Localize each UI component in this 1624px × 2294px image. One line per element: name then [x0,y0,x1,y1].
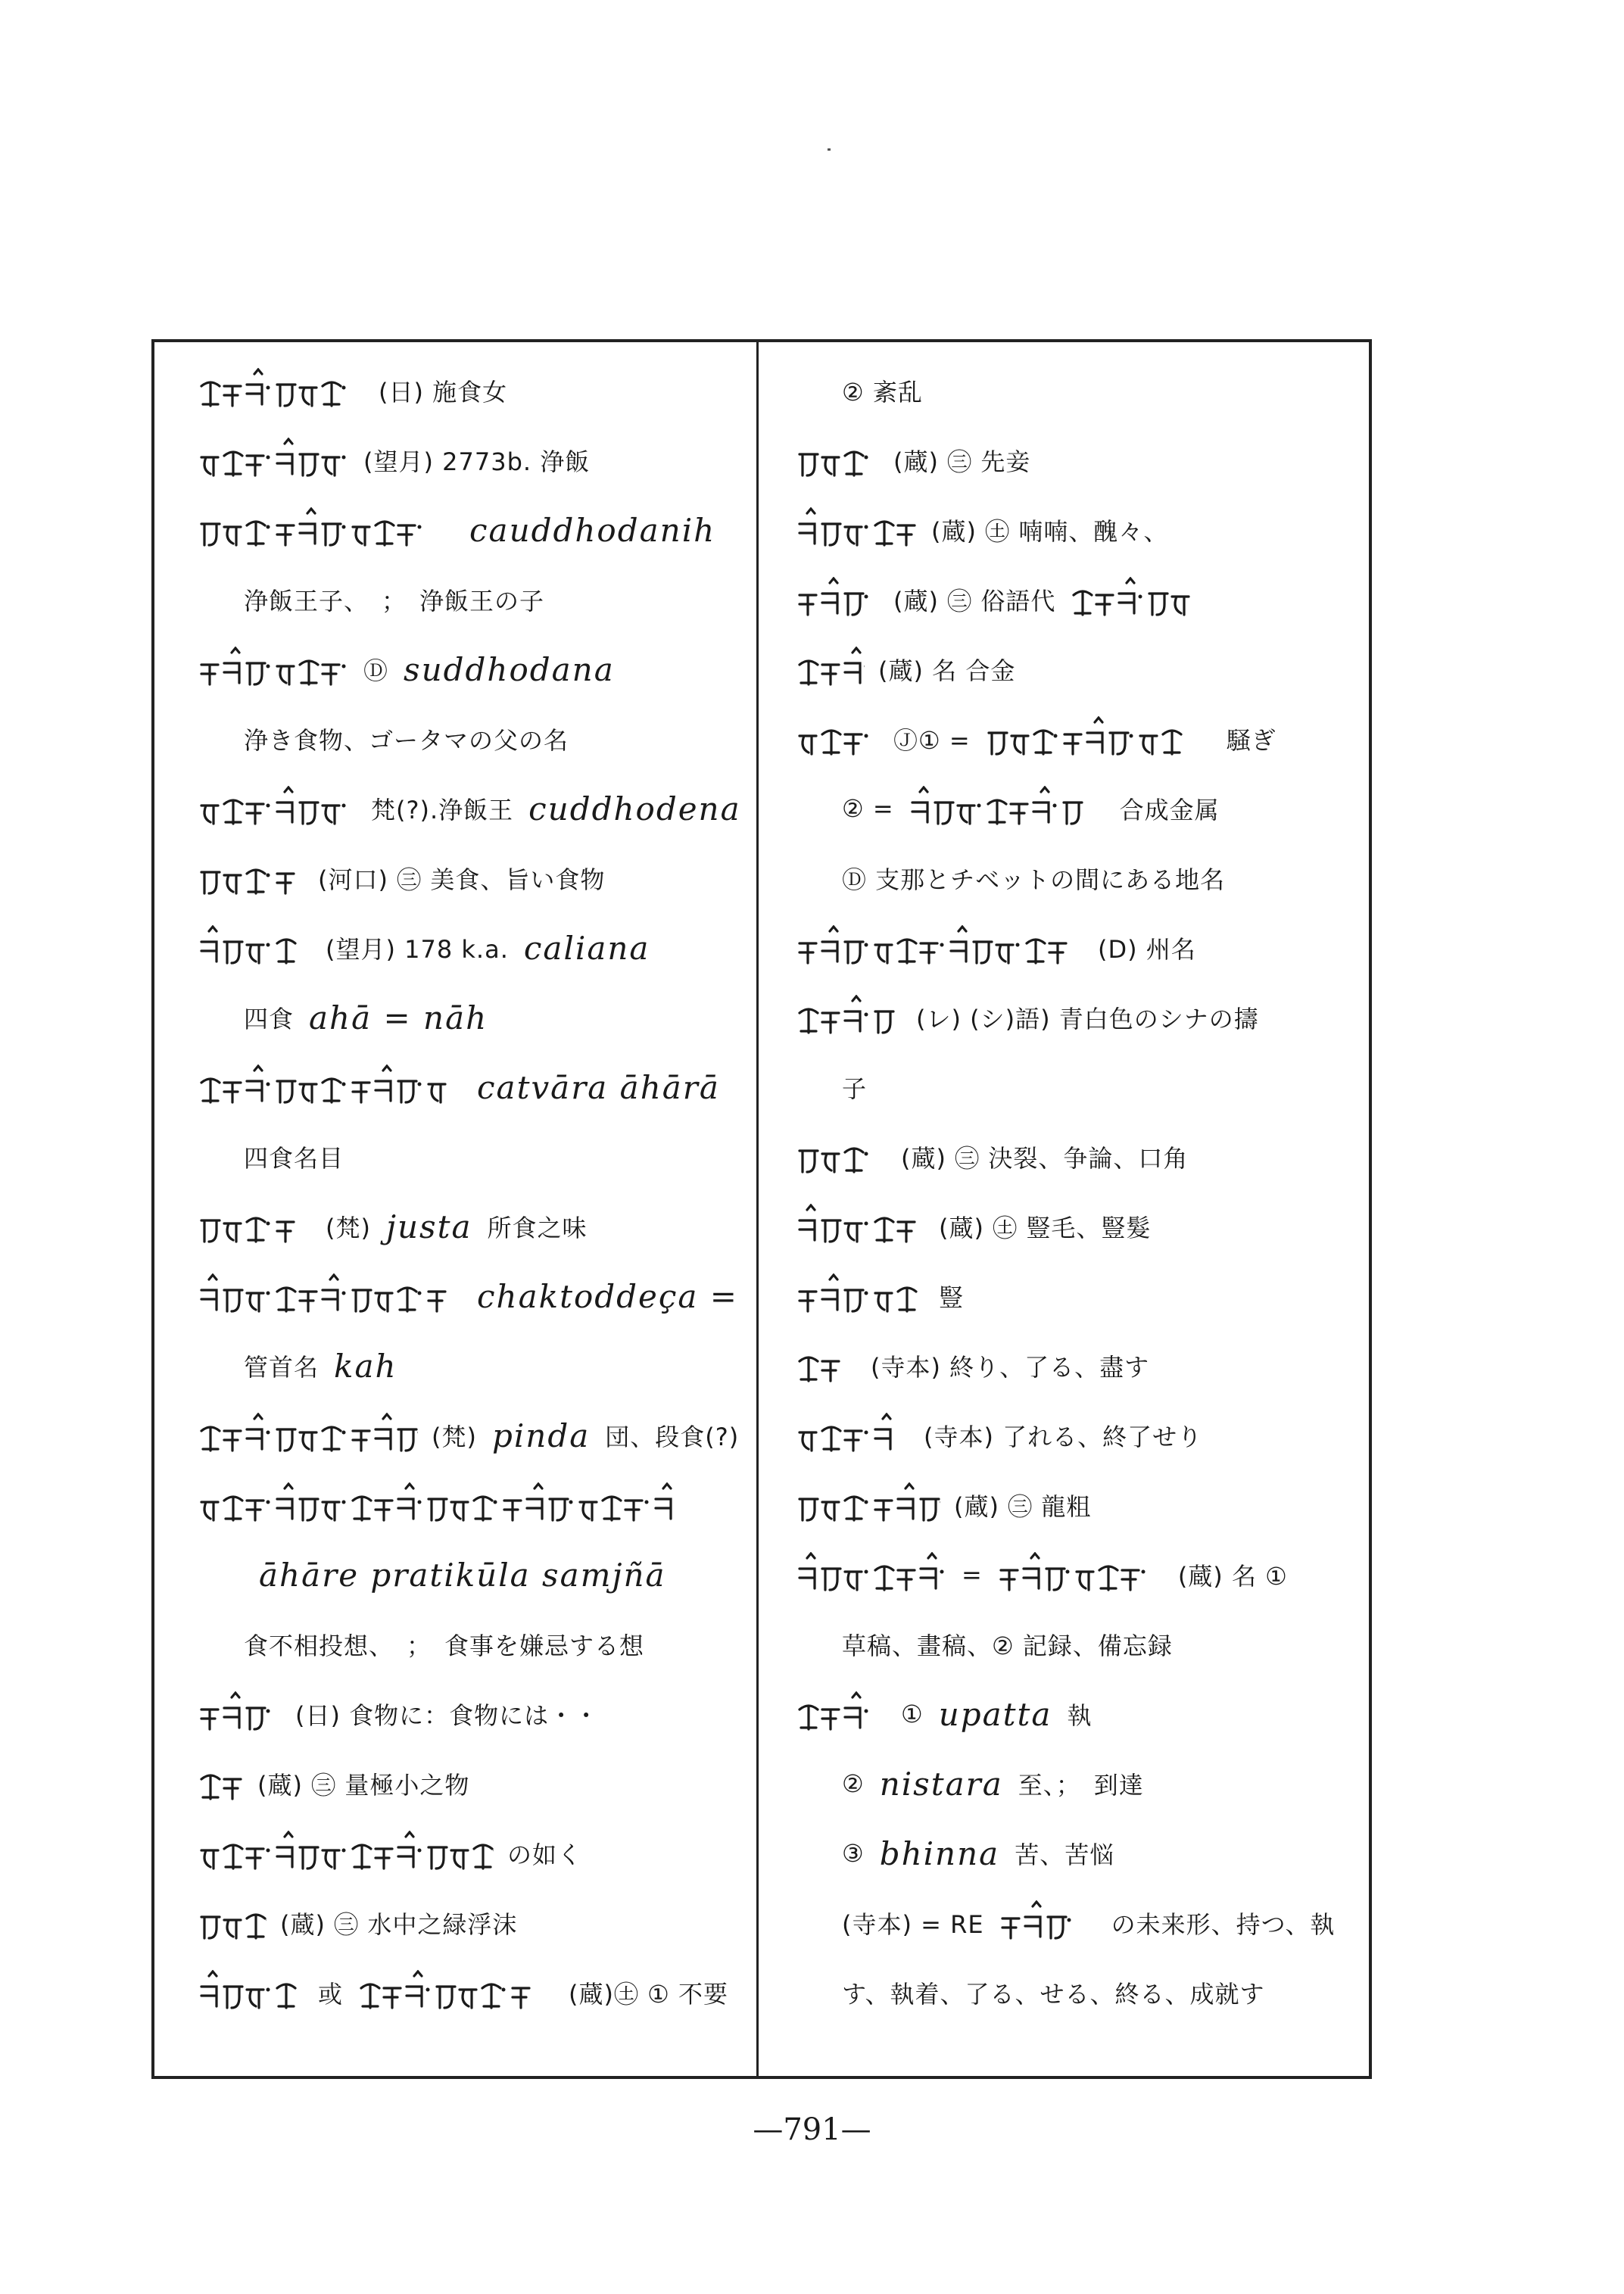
tibetan-headword [198,507,441,553]
entry-line [796,1331,1364,1401]
entry-line [198,634,751,704]
entry-gloss: 至、； 到達 [1018,1771,1144,1800]
tibetan-headword [198,925,312,971]
entry-line [198,1679,751,1749]
entry-line [198,913,751,983]
entry-line [796,1261,1364,1331]
entry-text: (蔵) 名 合金 [878,656,1016,685]
page-number: —791— [753,2112,871,2147]
entry-text: Ⓓ 支那とチベットの間にある地名 [842,865,1226,894]
column-divider [756,342,759,2076]
entry-text: (日) 施食女 [379,378,508,407]
tibetan-headword [198,647,350,692]
entry-text: (蔵) ㊂ 決裂、争論、口角 [901,1144,1189,1173]
tibetan-headword [198,1204,312,1249]
entry-line [796,774,1364,843]
entry-line [796,1819,1364,1888]
tibetan-headword [796,507,918,553]
entry-gloss: (蔵)㊏ ① 不要 [569,1980,729,2009]
entry-line [198,1958,751,2028]
entry-text: ③ [842,1839,865,1868]
tibetan-headword [796,1691,887,1737]
tibetan-headword [796,1273,925,1319]
romanized-sanskrit: nistara [879,1765,1003,1803]
tibetan-word [986,716,1198,762]
entry-gloss: 合成金属 [1119,796,1220,824]
entry-text: (蔵) ㊂ 量極小之物 [257,1771,470,1800]
entry-text: (望月) 178 k.a. [326,935,509,964]
tibetan-headword [796,577,880,622]
entry-line [796,1122,1364,1192]
scan-speck [828,148,831,151]
tibetan-word [998,1552,1149,1597]
entry-line [198,1261,751,1331]
entry-text: (寺本) = RE [842,1910,984,1939]
right-column [796,356,1364,2028]
entry-text: (蔵) ㊏ 豎毛、豎髮 [939,1214,1152,1242]
entry-text: (梵) [432,1423,477,1451]
entry-line [796,1052,1364,1122]
romanized-sanskrit: suddhodana [404,650,615,688]
entry-text: Ⓙ① = [893,726,971,755]
entry-text: 或 [318,1980,344,2009]
entry-line [796,1749,1364,1819]
entry-line [198,1610,751,1679]
entry-text: ② 紊乱 [842,378,923,407]
entry-line [796,356,1364,425]
entry-line [796,1958,1364,2028]
tibetan-word [999,1900,1083,1946]
entry-line [796,1888,1364,1958]
entry-text: (河口) ㊂ 美食、旨い食物 [318,865,606,894]
entry-line [796,634,1364,704]
tibetan-headword [796,716,880,762]
tibetan-headword [198,856,304,901]
entry-text: = [962,1560,983,1589]
entry-text: ② [842,1769,865,1798]
tibetan-headword [198,1273,448,1319]
entry-text: す、執着、了る、せる、終る、成就す [842,1980,1265,2009]
entry-line [796,843,1364,913]
entry-text: 管首名 [244,1353,320,1382]
entry-text: 子 [842,1074,868,1103]
romanized-sanskrit: kah [334,1347,397,1385]
entry-text: 四食名目 [244,1144,344,1173]
tibetan-headword [198,368,365,413]
entry-gloss: 団、段食(?) [605,1423,740,1451]
tibetan-headword [198,1761,244,1806]
tibetan-headword [198,1413,418,1458]
entry-text: (蔵) ㊂ 水中之緑浮沫 [280,1910,518,1939]
tibetan-headword [198,1482,683,1528]
tibetan-headword [198,1064,448,1110]
entry-text: (望月) 2773b. 浄飯 [363,447,591,476]
entry-gloss: 所食之味 [487,1214,588,1242]
entry-line [198,1331,751,1401]
entry-text: (蔵) ㊂ 先妾 [893,447,1031,476]
tibetan-headword [198,786,357,831]
tibetan-headword [796,1413,910,1458]
entry-line [198,1888,751,1958]
romanized-sanskrit: āhāre pratikūla samjñā [259,1556,666,1594]
tibetan-word [909,786,1091,831]
entry-text: の如く [507,1840,583,1869]
entry-text: 梵(?).浄飯王 [371,796,514,824]
entry-line [796,1679,1364,1749]
tibetan-headword [796,1343,857,1389]
entry-text: 草稿、畫稿、② 記録、備忘録 [842,1632,1173,1660]
entry-text: (梵) [326,1214,371,1242]
entry-text: 食不相投想、 ； 食事を嫌忌する想 [244,1632,645,1660]
tibetan-headword [796,995,902,1040]
entry-gloss: 苦、苦悩 [1015,1840,1115,1869]
left-column [198,356,751,2028]
entry-line [198,1052,751,1122]
tibetan-headword [796,925,1084,971]
entry-line [796,1470,1364,1540]
entry-text: (蔵) ㊏ 喃喃、醜々、 [931,517,1169,546]
entry-line [198,1470,751,1540]
entry-line [198,843,751,913]
entry-line [796,1540,1364,1610]
tibetan-headword [796,1552,948,1597]
tibetan-headword [198,438,350,483]
entry-gloss: 騒ぎ [1226,726,1276,755]
tibetan-headword [198,1970,304,2015]
entry-line [198,1540,751,1610]
entry-line [796,1192,1364,1261]
tibetan-headword [796,1134,887,1180]
entry-text: (寺本) 了れる、終了せり [924,1423,1203,1451]
tibetan-word [358,1970,540,2015]
entry-line [198,1192,751,1261]
entry-line [796,565,1364,634]
entry-line [198,774,751,843]
romanized-sanskrit: bhinna [879,1834,1000,1872]
romanized-sanskrit: ahā = nāh [309,999,488,1036]
tibetan-headword [796,1204,925,1249]
entry-text: 四食 [244,1005,295,1033]
romanized-sanskrit: catvāra āhārā [477,1068,720,1106]
entry-line [796,425,1364,495]
entry-line [198,1401,751,1470]
entry-line [198,495,751,565]
entry-gloss: の未来形、持つ、執 [1111,1910,1336,1939]
entry-line [198,1122,751,1192]
entry-text: (寺本) 終り、了る、盡す [871,1353,1150,1382]
entry-line [198,425,751,495]
entry-line [198,1749,751,1819]
tibetan-headword [198,1691,282,1737]
romanized-sanskrit: upatta [938,1695,1052,1733]
entry-text: ② = [842,794,894,823]
entry-text: 豎 [939,1283,965,1312]
entry-gloss: (蔵) 名 ① [1177,1562,1288,1591]
entry-text: (レ) (シ)語) 青白色のシナの擣 [916,1005,1259,1033]
entry-line [796,1401,1364,1470]
romanized-sanskrit: cauddhodanih [469,511,716,549]
entry-line [198,1819,751,1888]
entry-line [198,704,751,774]
entry-gloss: 執 [1067,1701,1093,1730]
tibetan-headword [796,1482,940,1528]
romanized-sanskrit: chaktoddeça = [477,1277,738,1315]
tibetan-headword [796,438,880,483]
romanized-sanskrit: cuddhodena [528,790,741,828]
entry-text: ① [901,1700,924,1728]
entry-line [796,983,1364,1052]
entry-line [796,495,1364,565]
tibetan-word [1071,577,1207,622]
entry-text: Ⓓ [363,656,389,685]
entry-text: (蔵) ㊂ 俗語代 [893,587,1056,616]
romanized-sanskrit: justa [385,1208,472,1245]
entry-line [796,1610,1364,1679]
tibetan-headword [198,1831,494,1876]
tibetan-headword [796,647,865,692]
entry-text: (日) 食物に：食物には・・ [295,1701,600,1730]
entry-line [796,913,1364,983]
romanized-sanskrit: pinda [491,1417,591,1454]
entry-line [796,704,1364,774]
entry-line [198,565,751,634]
tibetan-headword [198,1900,267,1946]
entry-text: (D) 州名 [1098,935,1196,964]
entry-line [198,356,751,425]
entry-text: (蔵) ㊂ 龍粗 [954,1492,1092,1521]
entry-text: 浄飯王子、 ； 浄飯王の子 [244,587,545,616]
entry-text: 浄き食物、ゴータマの父の名 [244,726,569,755]
entry-line [198,983,751,1052]
romanized-sanskrit: caliana [523,929,650,967]
